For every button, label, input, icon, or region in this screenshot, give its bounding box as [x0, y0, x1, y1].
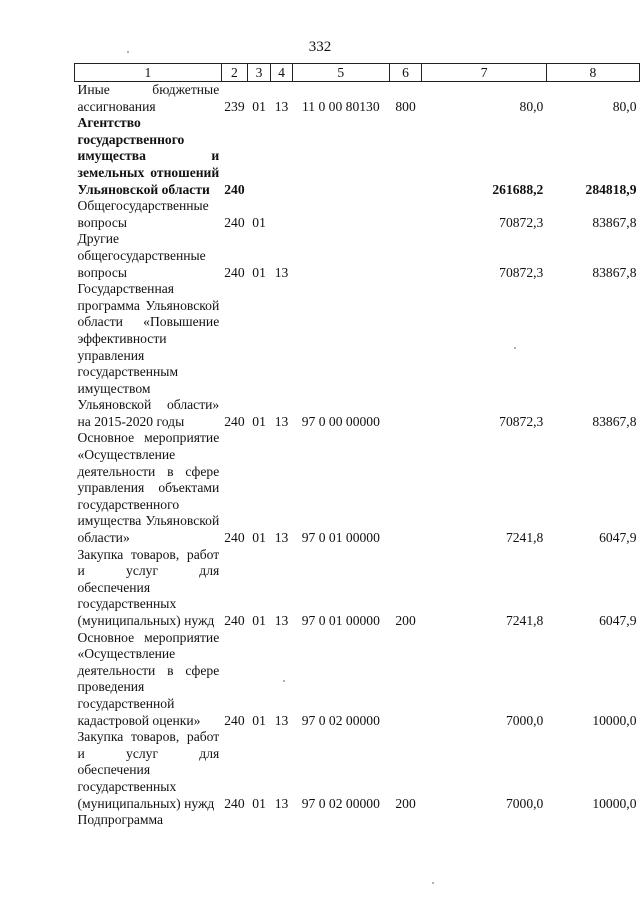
cell-expense-type	[389, 812, 422, 829]
cell-amount-year2: 83867,8	[592, 214, 637, 230]
cell-subsection: 13	[274, 530, 289, 546]
cell-amount-year1: 7241,8	[505, 613, 544, 628]
scan-speck	[283, 680, 285, 682]
cell-amount-year2: 83867,8	[592, 413, 637, 429]
scan-speck	[514, 347, 516, 349]
cell-ministry: 240	[224, 181, 245, 197]
column-header: 1	[75, 64, 222, 82]
cell-section: 01	[252, 413, 266, 429]
table-row	[75, 729, 640, 812]
column-header: 7	[422, 64, 546, 82]
cell-section: 01	[252, 613, 266, 628]
cell-target-article: 97 0 01 00000	[301, 613, 380, 628]
cell-section	[248, 115, 271, 198]
cell-ministry: 239	[224, 98, 245, 114]
cell-target-article	[292, 115, 389, 198]
cell-expense-type	[389, 430, 422, 546]
header-row	[75, 64, 640, 82]
table-header	[75, 64, 640, 82]
table-body	[75, 82, 640, 829]
cell-amount-year1: 70872,3	[499, 413, 544, 429]
cell-ministry: 240	[224, 264, 245, 280]
cell-expense-type	[389, 198, 422, 231]
table-row	[75, 82, 640, 116]
cell-section: 01	[252, 214, 266, 230]
column-header: 5	[292, 64, 389, 82]
cell-expense-type: 200	[395, 613, 416, 628]
cell-subsection: 13	[274, 413, 289, 429]
cell-amount-year1: 261688,2	[492, 181, 544, 197]
table-row	[75, 547, 640, 630]
page-number: 332	[308, 39, 332, 55]
cell-subsection: 13	[274, 712, 289, 728]
cell-section: 01	[252, 98, 266, 114]
cell-target-article	[292, 231, 389, 281]
cell-amount-year2: 83867,8	[592, 264, 637, 280]
table-row	[75, 198, 640, 231]
cell-amount-year2: 10000,0	[592, 795, 637, 811]
cell-amount-year1: 7000,0	[505, 795, 544, 811]
scan-speck	[432, 882, 434, 884]
cell-amount-year2: 80,0	[612, 98, 637, 114]
cell-expense-type	[389, 281, 422, 430]
row-name: Иные бюджетные ассигнования	[77, 82, 220, 114]
cell-amount-year2: 284818,9	[585, 181, 637, 197]
row-name: Основное мероприятие «Осуществление деятельности в сфере проведения государственной кадастровой оценки»	[77, 629, 220, 728]
cell-target-article	[292, 198, 389, 231]
column-header: 2	[221, 64, 247, 82]
cell-ministry: 240	[224, 613, 245, 628]
cell-subsection: 13	[274, 98, 289, 114]
cell-subsection: 13	[274, 795, 289, 811]
cell-expense-type: 200	[395, 795, 416, 811]
column-header: 3	[248, 64, 271, 82]
cell-ministry: 240	[224, 795, 245, 811]
cell-target-article: 97 0 01 00000	[301, 530, 380, 546]
cell-amount-year2: 10000,0	[592, 712, 637, 728]
row-name: Государственная программа Ульяновской области «Повышение эффективности управления государственным имуществом Ульяновской области» на 2015-2020 годы	[77, 281, 220, 429]
row-name: Закупка товаров, работ и услуг для обеспечения государственных (муниципальных) нужд	[77, 546, 220, 628]
cell-subsection	[271, 812, 293, 829]
cell-target-article: 97 0 00 00000	[301, 413, 380, 429]
cell-target-article: 11 0 00 80130	[301, 98, 380, 114]
cell-amount-year1: 7241,8	[505, 530, 544, 546]
cell-ministry: 240	[224, 413, 245, 429]
cell-amount-year1: 7000,0	[505, 712, 544, 728]
column-header: 6	[389, 64, 422, 82]
cell-expense-type	[389, 231, 422, 281]
cell-subsection: 13	[274, 264, 289, 280]
row-name: Общегосударственные вопросы	[77, 198, 209, 230]
table-row	[75, 231, 640, 281]
scan-speck	[127, 51, 129, 53]
row-name: Закупка товаров, работ и услуг для обеспечения государственных (муниципальных) нужд	[77, 729, 220, 811]
column-header: 4	[271, 64, 293, 82]
row-name: Агентство государственного имущества и земельных отношений Ульяновской области	[77, 115, 220, 197]
cell-target-article	[292, 812, 389, 829]
table-row	[75, 115, 640, 198]
cell-ministry: 240	[224, 712, 245, 728]
row-name: Подпрограмма	[77, 812, 164, 828]
row-name: Другие общегосударственные вопросы	[77, 231, 206, 280]
cell-ministry	[221, 812, 247, 829]
cell-expense-type	[389, 630, 422, 730]
budget-table	[74, 63, 640, 829]
cell-amount-year2	[546, 812, 639, 829]
cell-subsection	[271, 198, 293, 231]
cell-amount-year1: 80,0	[519, 98, 544, 114]
cell-amount-year1	[422, 812, 546, 829]
cell-section	[248, 812, 271, 829]
cell-expense-type: 800	[395, 98, 416, 114]
cell-section: 01	[252, 712, 266, 728]
cell-section: 01	[252, 264, 266, 280]
cell-subsection	[271, 115, 293, 198]
cell-section: 01	[252, 795, 266, 811]
column-header: 8	[546, 64, 639, 82]
cell-subsection: 13	[274, 613, 289, 628]
table-row	[75, 630, 640, 730]
cell-amount-year2: 6047,9	[599, 613, 637, 628]
row-name: Основное мероприятие «Осуществление деятельности в сфере управления объектами государственного имущества Ульяновской области»	[77, 430, 220, 546]
cell-ministry: 240	[224, 214, 245, 230]
cell-amount-year1: 70872,3	[499, 214, 544, 230]
table-row	[75, 281, 640, 430]
cell-expense-type	[389, 115, 422, 198]
cell-target-article: 97 0 02 00000	[301, 795, 380, 811]
cell-amount-year1: 70872,3	[499, 264, 544, 280]
cell-amount-year2: 6047,9	[599, 530, 637, 546]
table-row	[75, 430, 640, 546]
cell-ministry: 240	[224, 530, 245, 546]
cell-section: 01	[252, 530, 266, 546]
cell-target-article: 97 0 02 00000	[301, 712, 380, 728]
table-row	[75, 812, 640, 829]
